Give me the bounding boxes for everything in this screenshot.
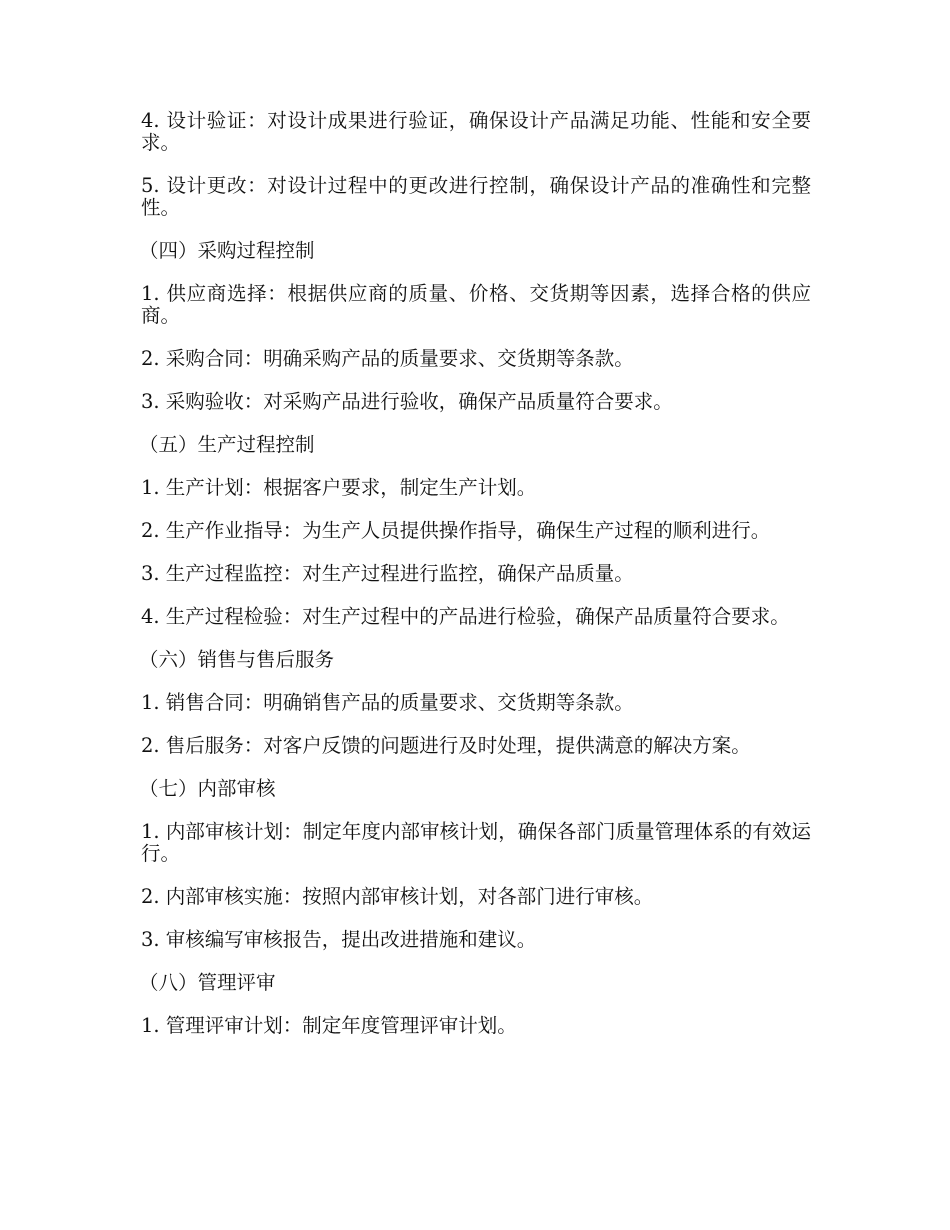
paragraph-supplier-selection: 1. 供应商选择：根据供应商的质量、价格、交货期等因素，选择合格的供应商。 xyxy=(141,282,811,327)
document-body xyxy=(141,110,811,1058)
paragraph-sales-contract: 1. 销售合同：明确销售产品的质量要求、交货期等条款。 xyxy=(141,691,634,714)
paragraph-audit-report: 3. 审核编写审核报告，提出改进措施和建议。 xyxy=(141,928,537,951)
section-heading-management-review: （八）管理评审 xyxy=(139,971,276,994)
paragraph-process-monitoring: 3. 生产过程监控：对生产过程进行监控，确保产品质量。 xyxy=(141,562,634,585)
paragraph-audit-plan: 1. 内部审核计划：制定年度内部审核计划，确保各部门质量管理体系的有效运行。 xyxy=(141,820,811,865)
section-heading-internal-audit: （七）内部审核 xyxy=(139,777,276,800)
paragraph-design-change: 5. 设计更改：对设计过程中的更改进行控制，确保设计产品的准确性和完整性。 xyxy=(141,174,811,219)
paragraph-after-sales: 2. 售后服务：对客户反馈的问题进行及时处理，提供满意的解决方案。 xyxy=(141,734,751,757)
section-heading-procurement: （四）采购过程控制 xyxy=(139,239,315,262)
section-heading-sales-service: （六）销售与售后服务 xyxy=(139,648,335,671)
paragraph-production-plan: 1. 生产计划：根据客户要求，制定生产计划。 xyxy=(141,476,537,499)
paragraph-purchase-acceptance: 3. 采购验收：对采购产品进行验收，确保产品质量符合要求。 xyxy=(141,390,673,413)
paragraph-purchase-contract: 2. 采购合同：明确采购产品的质量要求、交货期等条款。 xyxy=(141,347,634,370)
section-heading-production: （五）生产过程控制 xyxy=(139,433,315,456)
paragraph-process-inspection: 4. 生产过程检验：对生产过程中的产品进行检验，确保产品质量符合要求。 xyxy=(141,605,790,628)
paragraph-design-verification: 4. 设计验证：对设计成果进行验证，确保设计产品满足功能、性能和安全要求。 xyxy=(141,109,811,154)
paragraph-audit-implementation: 2. 内部审核实施：按照内部审核计划，对各部门进行审核。 xyxy=(141,885,654,908)
paragraph-work-instruction: 2. 生产作业指导：为生产人员提供操作指导，确保生产过程的顺利进行。 xyxy=(141,519,771,542)
paragraph-review-plan: 1. 管理评审计划：制定年度管理评审计划。 xyxy=(141,1014,517,1037)
